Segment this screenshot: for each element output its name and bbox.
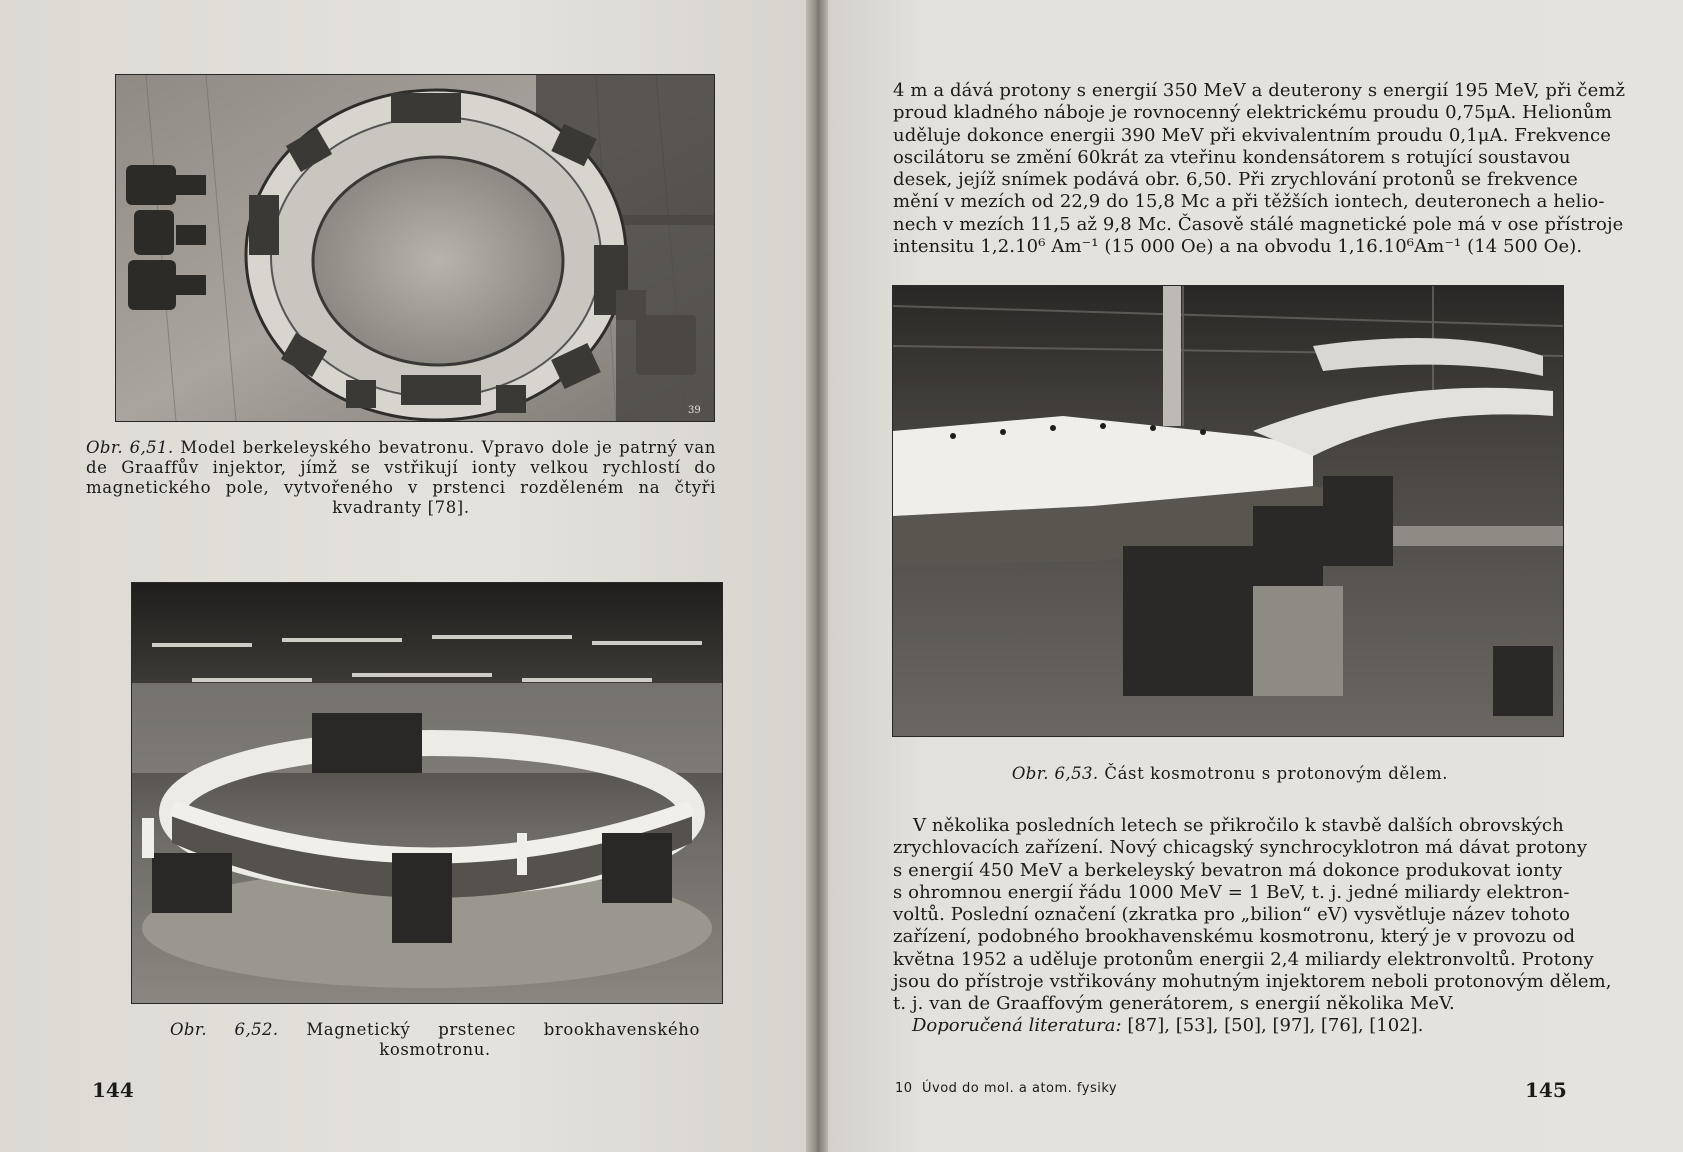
book-gutter	[806, 0, 828, 1152]
main-line: května 1952 a uděluje protonům energii 2,4 miliardy elektronvoltů. Protony	[893, 948, 1594, 970]
intro-line: 4 m a dává protony s energií 350 MeV a deuterony s energií 195 MeV, při čemž	[893, 80, 1626, 101]
main-line: jsou do přístroje vstřikovány mohutným injektorem neboli protonovým dělem,	[893, 971, 1612, 993]
intro-paragraph	[893, 80, 1626, 258]
figure-53-text: Část kosmotronu s protonovým dělem.	[1104, 764, 1449, 783]
main-line: voltů. Poslední označení (zkratka pro „bilion“ eV) vysvětluje název tohoto	[893, 904, 1571, 926]
intro-line: nech v mezích 11,5 až 9,8 Mc. Časově stálé magnetické pole má v ose přístroje	[893, 213, 1624, 235]
intro-line: proud kladného náboje je rovnocenný elektrickému proudu 0,75μA. Helionům	[893, 102, 1612, 124]
svg-text:39: 39	[688, 405, 701, 416]
figure-52-photo	[132, 583, 722, 1003]
main-paragraph	[893, 815, 1612, 1016]
main-line: zařízení, podobného brookhavenskému kosmotronu, který je v provozu od	[893, 926, 1576, 948]
intro-line: mění v mezích od 22,9 do 15,8 Mc a při těžších iontech, deuteronech a helio-	[893, 191, 1605, 213]
main-line: V několika posledních letech se přikročilo k stavbě dalších obrovských	[913, 815, 1564, 836]
page-number-right: 145	[1525, 1078, 1567, 1102]
page-number-left: 144	[92, 1078, 134, 1102]
intro-line: uděluje dokonce energii 390 MeV při ekvivalentním proudu 0,1μA. Frekvence	[893, 124, 1611, 146]
figure-53-number: Obr. 6,53.	[1011, 764, 1099, 783]
figure-53-photo	[893, 286, 1563, 736]
figure-51-number: Obr. 6,51.	[86, 438, 174, 457]
intro-line: oscilátoru se změní 60krát za vteřinu kondensátorem s rotující soustavou	[893, 146, 1571, 168]
literature-label: Doporučená literatura:	[912, 1015, 1122, 1036]
figure-51-text: Model berkeleyského bevatronu. Vpravo dole je patrný van de Graaffův injektor, jímž se vstřikují ionty velkou rychlostí do magnetického pole, vytvořeného v prstenci rozděleném na čtyři kvadranty [78].	[86, 438, 716, 517]
figure-52-caption	[170, 1020, 700, 1060]
footer-title: Úvod do mol. a atom. fysiky	[922, 1081, 1118, 1096]
main-line: zrychlovacích zařízení. Nový chicagský synchrocyklotron má dávat protony	[893, 837, 1588, 859]
figure-52-text: Magnetický prstenec brookhavenského kosmotronu.	[306, 1020, 700, 1059]
figure-53-caption	[960, 764, 1500, 784]
literature-refs: [87], [53], [50], [97], [76], [102].	[1127, 1015, 1424, 1036]
footer-signature: 10	[895, 1081, 913, 1096]
intro-line: intensitu 1,2.10⁶ Am⁻¹ (15 000 Oe) a na obvodu 1,16.10⁶Am⁻¹ (14 500 Oe).	[893, 236, 1583, 258]
figure-52-number: Obr. 6,52.	[170, 1020, 279, 1039]
figure-51-caption	[86, 438, 716, 518]
main-line: s energií 450 MeV a berkeleyský bevatron má dokonce produkovat ionty	[893, 859, 1563, 881]
main-line: t. j. van de Graaffovým generátorem, s energií několika MeV.	[893, 993, 1455, 1015]
main-line: s ohromnou energií řádu 1000 MeV = 1 BeV, t. j. jedné miliardy elektron-	[893, 881, 1570, 903]
figure-51-photo	[116, 75, 714, 421]
recommended-literature	[912, 1015, 1423, 1037]
intro-line: desek, jejíž snímek podává obr. 6,50. Při zrychlování protonů se frekvence	[893, 169, 1578, 191]
